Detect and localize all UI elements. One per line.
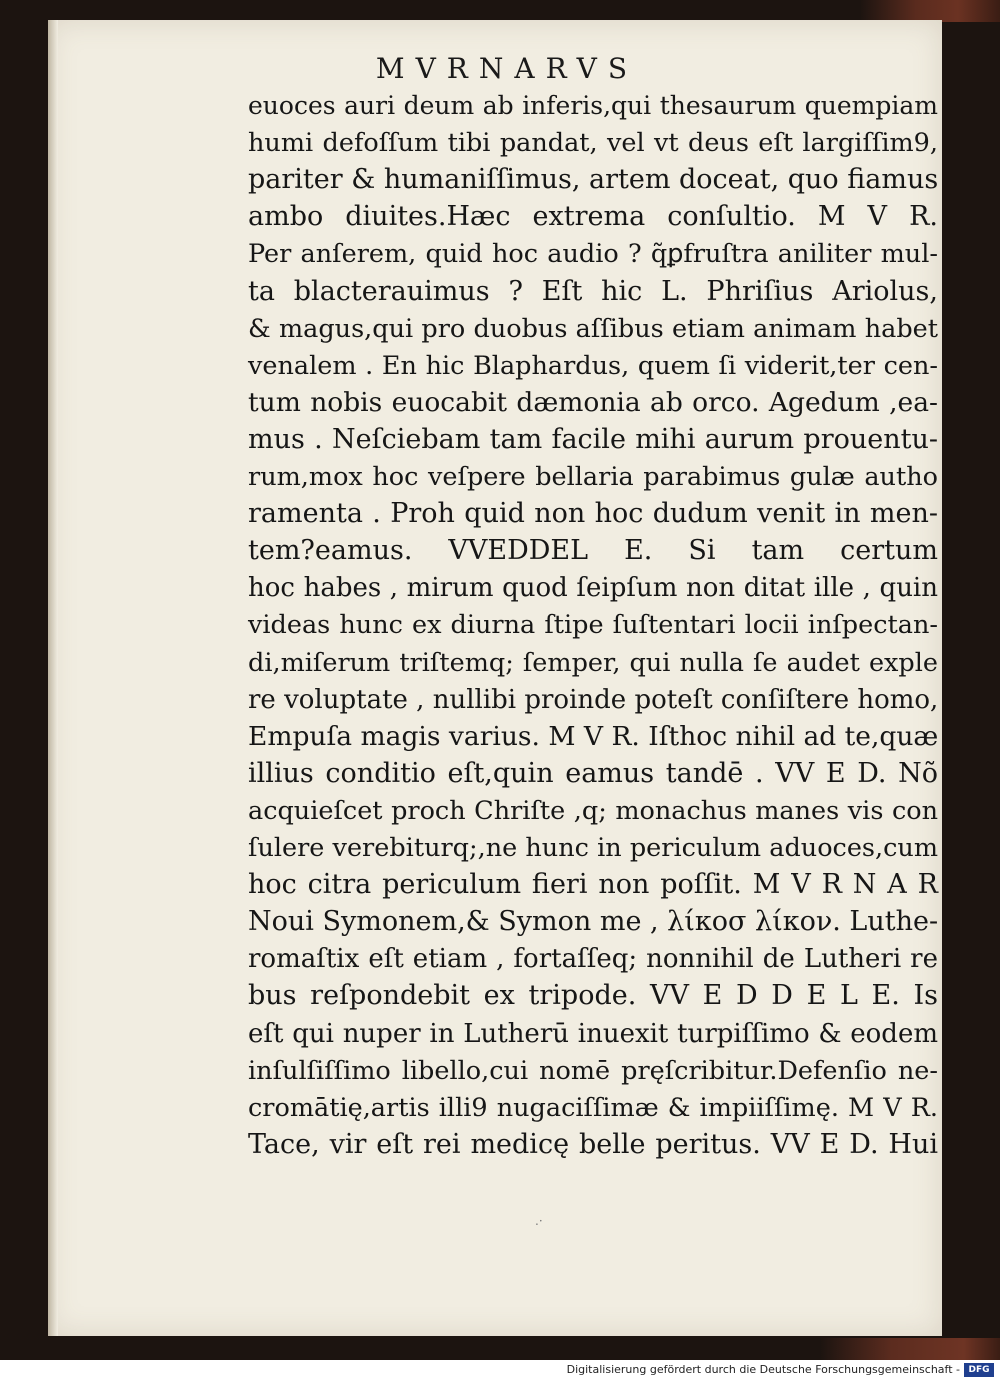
text-line: videas hunc ex diurna ſtipe ſuſtentari locii inſpectan- xyxy=(248,610,938,641)
dfg-logo: DFG xyxy=(964,1363,994,1377)
footer-bar xyxy=(0,1360,1000,1380)
page-gutter-shadow xyxy=(48,20,58,1336)
text-line: bus reſpondebit ex tripode. VV E D D E L E. Is xyxy=(248,980,938,1012)
ink-speck: .· xyxy=(535,1214,543,1228)
text-line: ambo diuites.Hæc extrema conſultio. M V R. xyxy=(248,201,938,233)
text-line: hoc citra periculum fieri non poſſit. M V R N A R xyxy=(248,869,938,901)
text-line: humi defoſſum tibi pandat, vel vt deus eſt largiſſim9, xyxy=(248,128,938,159)
text-line: tum nobis euocabit dæmonia ab orco. Agedum ,ea- xyxy=(248,386,938,418)
text-line: mus . Neſciebam tam facile mihi aurum prouentu- xyxy=(248,423,938,455)
text-line: acquieſcet proch Chriſte ,q; monachus manes vis con xyxy=(248,795,938,826)
text-line: cromātię,artis illi9 nugaciſſimæ & impiiſſimę. M V R. xyxy=(248,1092,938,1123)
binding-edge-top xyxy=(860,0,1000,22)
text-line: euoces auri deum ab inferis,qui thesaurum quempiam xyxy=(248,91,938,120)
text-line: re voluptate , nullibi proinde poteſt conſiſtere homo, xyxy=(248,684,939,715)
text-line: illius conditio eſt,quin eamus tandē . VV E D. Nõ xyxy=(248,757,938,789)
running-head: MVRNARVS xyxy=(375,52,639,85)
text-line: Tace, vir eſt rei medicę belle peritus. VV E D. Hui xyxy=(248,1128,938,1160)
text-line: Noui Symonem,& Symon me , λίκοσ λίκον. Luthe- xyxy=(248,906,939,938)
text-line: rum,mox hoc veſpere bellaria parabimus gulæ autho xyxy=(248,462,938,492)
text-line: & magus,qui pro duobus aſſibus etiam animam habet xyxy=(248,313,938,344)
text-line: romaſtix eſt etiam , fortaſſeq; nonnihil de Lutheri re xyxy=(248,944,938,975)
text-line: di,miſerum triſtemq; ſemper, qui nulla ſe audet exple xyxy=(248,647,938,678)
text-line: pariter & humaniſſimus, artem doceat, quo fiamus xyxy=(248,164,939,196)
text-line: ta blacterauimus ? Eſt hic L. Phriſius Ariolus, xyxy=(248,275,938,307)
binding-edge-bottom xyxy=(820,1338,1000,1360)
text-line: Empuſa magis varius. M V R. Iſthoc nihil ad te,quæ xyxy=(248,720,939,752)
text-line: tem?eamus. VVEDDEL E. Si tam certum xyxy=(248,535,938,567)
text-line: ſulere verebiturq;,ne hunc in periculum aduoces,cum xyxy=(248,833,938,863)
text-line: hoc habes , mirum quod ſeipſum non ditat ille , quin xyxy=(248,573,938,604)
text-line: eſt qui nuper in Lutherū inuexit turpiſſimo & eodem xyxy=(248,1018,938,1049)
text-line: inſulſiſſimo libello,cui nomē pręſcribitur.Defenſio ne- xyxy=(248,1055,938,1086)
text-line: Per anſerem, quid hoc audio ? q̃ꝑfruſtra aniliter mul- xyxy=(248,239,938,270)
text-line: venalem . En hic Blaphardus, quem ſi viderit,ter cen- xyxy=(248,350,938,381)
footer-credit: Digitalisierung gefördert durch die Deutsche Forschungsgemeinschaft - xyxy=(566,1363,960,1376)
text-line: ramenta . Proh quid non hoc dudum venit in men- xyxy=(248,498,938,530)
